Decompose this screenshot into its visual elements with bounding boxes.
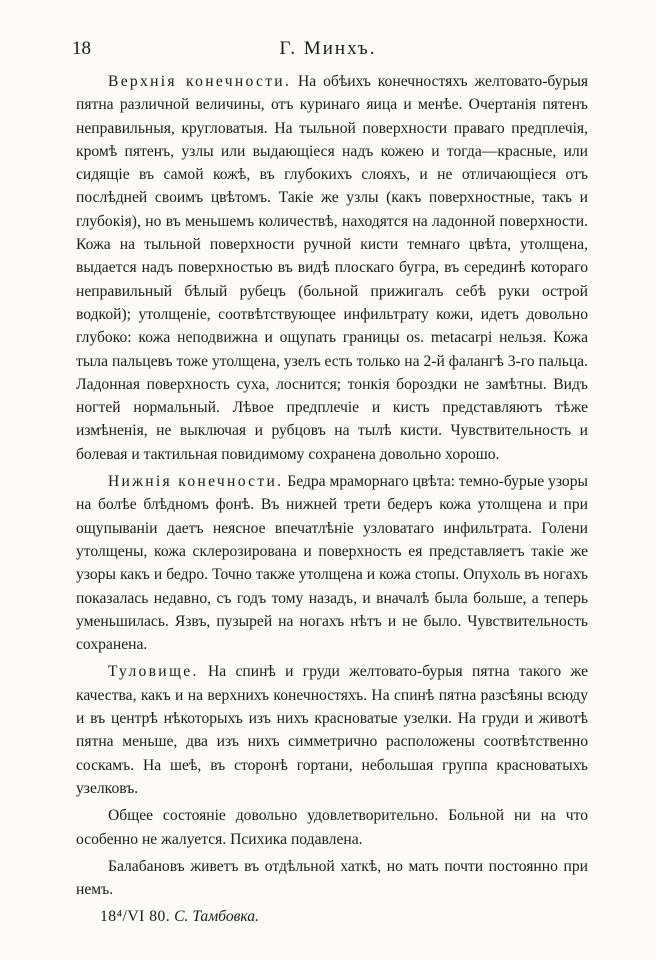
body-text [76, 70, 588, 929]
page-header [72, 38, 584, 62]
paragraph-living [76, 855, 588, 902]
signature-date: 18⁴/VI 80. [100, 908, 171, 926]
paragraph-lower-limbs [76, 470, 588, 656]
paragraph-general-state [76, 804, 588, 851]
section-lead-lower-limbs: Нижнія конечности. [108, 473, 284, 491]
paragraph-upper-limbs [76, 70, 588, 466]
paragraph-text: Общее состояніе довольно удовлетворительно. Больной ни на что особенно не жалуется. Психика подавлена. [76, 807, 588, 848]
paragraph-text: На спинѣ и груди желтовато-бурыя пятна такого же качества, какъ и на верхнихъ конечностяхъ. На спинѣ пятна разсѣяны всюду и въ центрѣ нѣкоторыхъ изъ нихъ красноватые узелки. На груди и животѣ пятна меньше, два изъ нихъ симметрично расположены соотвѣтственно соскамъ. На шеѣ, въ сторонѣ гортани, небольшая группа красноватыхъ узелковъ. [76, 663, 588, 797]
signature-place: С. Тамбовка. [174, 908, 259, 926]
paragraph-text: На обѣихъ конечностяхъ желтовато-бурыя пятна различной величины, отъ куринаго яица и менѣе. Очертанія пятенъ неправильныя, кругловатыя. На тыльной поверхности праваго предплечія, кромѣ пятенъ, узлы или выдающіеся надъ кожею и тогда—красные, или сидящіе въ самой кожѣ, въ глубокихъ слояхъ, и не отличающіеся отъ послѣдней своимъ цвѣтомъ. Такіе же узлы (какъ поверхностные, такъ и глубокія), но въ меньшемъ количествѣ, находятся на ладонной поверхности. Кожа на тыльной поверхности ручной кисти темнаго цвѣта, утолщена, выдается надъ поверхностью въ видѣ плоскаго бугра, въ серединѣ котораго неправильный бѣлый рубецъ (больной прижигалъ себѣ руки острой водкой); утолщеніе, соотвѣтствующее инфильтрату кожи, идетъ довольно глубоко: кожа неподвижна и ощупать границы os. metacarpi нельзя. Кожа тыла пальцевъ тоже утолщена, узелъ есть только на 2-й фалангѣ 3-го пальца. Ладонная поверхность суха, лоснится; тонкія бороздки не замѣтны. Видъ ногтей нормальный. Лѣвое предплечіе и кисть представляютъ тѣже измѣненія, не выключая и рубцовъ на тылѣ кисти. Чувствительность и болевая и тактильная повидимому сохранена довольно хорошо. [76, 73, 588, 463]
section-lead-upper-limbs: Верхнія конечности. [108, 73, 292, 90]
section-lead-trunk: Туловище. [108, 663, 199, 681]
paragraph-text: Балабановъ живетъ въ отдѣльной хаткѣ, но мать почти постоянно при немъ. [76, 857, 588, 899]
running-head: Г. Минхъ. [279, 38, 377, 59]
page-number: 18 [72, 38, 91, 59]
signature-line [76, 905, 588, 928]
paragraph-trunk [76, 660, 588, 800]
paragraph-text: Бедра мраморнаго цвѣта: темно-бурые узоры на болѣе блѣдномъ фонѣ. Въ нижней трети бедеръ кожа утолщена и при ощупываніи даетъ неясное впечатлѣніе узловатаго инфильтрата. Голени утолщены, кожа склерозирована и поверхность ея представляетъ такіе же узоры какъ и бедро. Точно также утолщена и кожа стопы. Опухоль въ ногахъ показалась недавно, съ годъ тому назадъ, и вначалѣ была больше, а теперь уменьшилась. Язвъ, пузырей на ногахъ нѣтъ и не было. Чувствительность сохранена. [76, 473, 588, 654]
